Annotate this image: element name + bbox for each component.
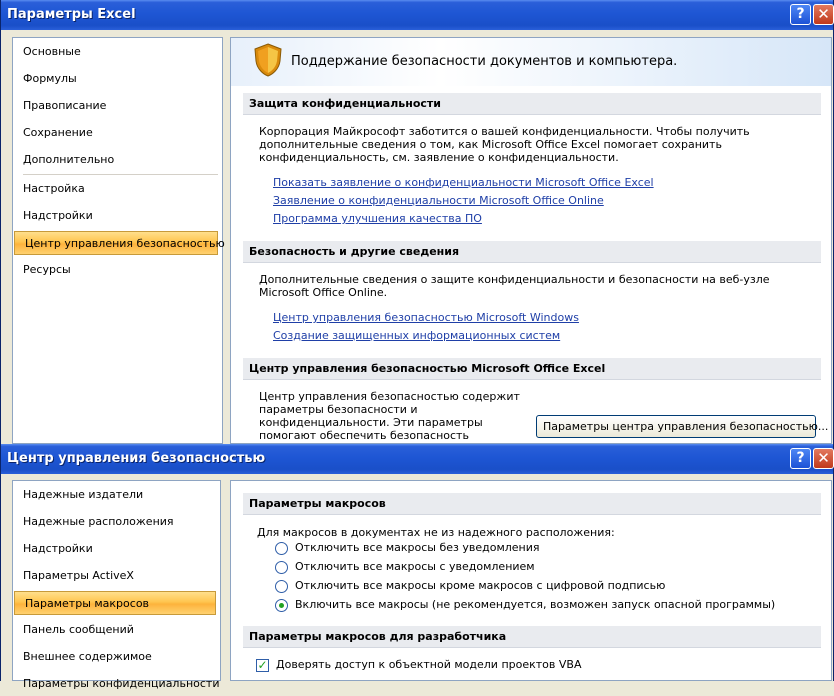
nav-item-customize[interactable]: Настройка [23,182,85,195]
nav-item-addins[interactable]: Надстройки [23,209,93,222]
close-button[interactable]: ✕ [813,4,834,25]
trust-center-section-title: Центр управления безопасностью Microsoft Office Excel [243,358,821,380]
nav-item-formulas[interactable]: Формулы [23,72,77,85]
radio-label: Отключить все макросы кроме макросов с цифровой подписью [295,579,666,592]
macro-settings-intro: Для макросов в документах не из надежного расположения: [257,526,615,539]
radio-label: Отключить все макросы без уведомления [295,541,540,554]
trust-center-content [230,480,832,681]
developer-macro-section-title: Параметры макросов для разработчика [243,626,821,648]
excel-options-titlebar[interactable] [1,0,833,30]
radio-button[interactable] [275,542,288,555]
trust-center-title: Центр управления безопасностью [7,451,266,466]
privacy-statement-link[interactable]: Показать заявление о конфиденциальности Microsoft Office Excel [273,176,654,189]
macro-settings-section-title: Параметры макросов [243,493,821,515]
radio-button[interactable] [275,580,288,593]
nav-item-message-bar[interactable]: Панель сообщений [23,623,134,636]
trust-center-text: Центр управления безопасностью содержит параметры безопасности и конфиденциальности. Эти параметры помогают обеспечить безопасность [259,390,520,442]
nav-item-proofing[interactable]: Правописание [23,99,107,112]
nav-item-general[interactable]: Основные [23,45,81,58]
ceip-link[interactable]: Программа улучшения качества ПО [273,212,482,225]
nav-item-advanced[interactable]: Дополнительно [23,153,115,166]
help-button[interactable]: ? [790,4,811,25]
security-section-title: Безопасность и другие сведения [243,241,821,263]
checkbox-label: Доверять доступ к объектной модели проектов VBA [276,658,582,671]
privacy-section-title: Защита конфиденциальности [243,93,821,115]
security-text: Дополнительные сведения о защите конфиденциальности и безопасности на веб-узле Microsoft Office Online. [259,273,770,299]
nav-item-resources[interactable]: Ресурсы [23,263,71,276]
nav-item-activex[interactable]: Параметры ActiveX [23,569,134,582]
office-online-privacy-link[interactable]: Заявление о конфиденциальности Microsoft Office Online [273,194,604,207]
radio-button[interactable] [275,561,288,574]
nav-item-trusted-locations[interactable]: Надежные расположения [23,515,174,528]
nav-item-trust-center[interactable]: Центр управления безопасностью [14,231,218,255]
trustworthy-computing-link[interactable]: Создание защищенных информационных систем [273,329,561,342]
windows-security-center-link[interactable]: Центр управления безопасностью Microsoft Windows [273,311,579,324]
hero-banner [231,38,831,86]
excel-options-nav [12,37,223,444]
hero-title: Поддержание безопасности документов и компьютера. [291,54,678,69]
nav-item-save[interactable]: Сохранение [23,126,93,139]
radio-button-selected[interactable] [275,599,288,612]
checkbox-checked[interactable]: ✓ [257,658,268,672]
nav-item-external-content[interactable]: Внешнее содержимое [23,650,152,663]
close-button[interactable]: ✕ [813,448,834,469]
help-button[interactable]: ? [790,448,811,469]
nav-item-macro-settings[interactable]: Параметры макросов [14,591,216,615]
nav-item-addins[interactable]: Надстройки [23,542,93,555]
radio-label: Отключить все макросы с уведомлением [295,560,535,573]
nav-item-trusted-publishers[interactable]: Надежные издатели [23,488,144,501]
trust-center-nav [12,480,221,690]
privacy-text: Корпорация Майкрософт заботится о вашей конфиденциальности. Чтобы получить дополнительные сведения о том, как Microsoft Office Excel помогает сохранить конфиденциальность, см. заявление о конфиденциальности. [259,125,750,164]
excel-options-content [230,37,832,444]
nav-item-privacy-options[interactable]: Параметры конфиденциальности [23,677,220,690]
trust-center-settings-button[interactable]: Параметры центра управления безопасностью... [536,415,816,438]
excel-options-title: Параметры Excel [7,7,136,22]
shield-icon [253,43,283,77]
trust-center-titlebar[interactable] [1,444,833,474]
trust-center-window [0,444,834,690]
nav-divider [23,174,218,175]
radio-label: Включить все макросы (не рекомендуется, возможен запуск опасной программы) [295,598,776,611]
